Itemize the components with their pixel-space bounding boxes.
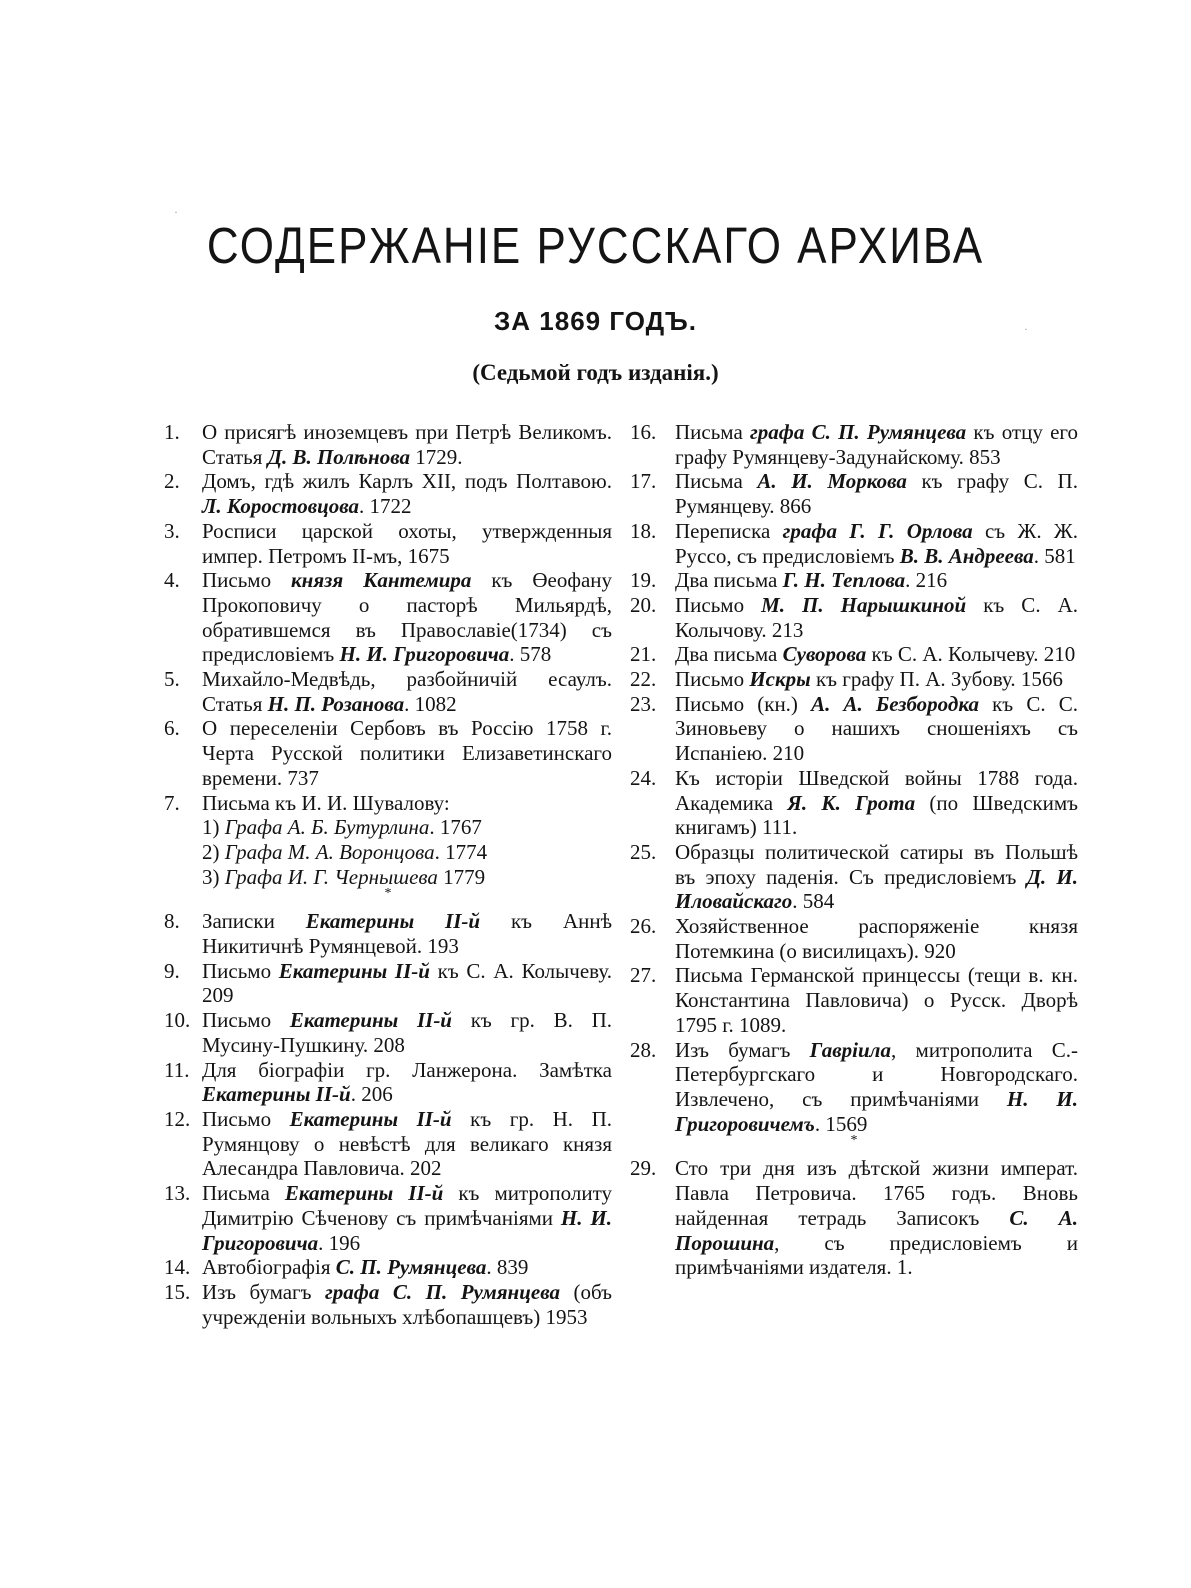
- entry-text: Сто три дня изъ дѣтской жизни императ. Павла Петровича. 1765 годъ. Вновь найденная тетрадь Записокъ С. А. Порошина, съ предисловіемъ и примѣчаніями издателя. 1.: [675, 1156, 1079, 1280]
- author-name: графа С. П. Румянцева: [325, 1279, 560, 1304]
- entry-number: 3.: [164, 518, 180, 543]
- author-name: Искры: [749, 667, 811, 692]
- entry-text: Письма Екатерины II-й къ митрополиту Димитрію Сѣченову съ примѣчаніями Н. И. Григоровича. 196: [202, 1181, 613, 1255]
- entry-text: Письмо Екатерины II-й къ С. А. Колычеву. 209: [202, 958, 612, 1008]
- entry-number: 26.: [630, 914, 657, 939]
- entry-number: 7.: [164, 790, 180, 815]
- entry-text: О присягѣ иноземцевъ при Петрѣ Великомъ. Статья Д. В. Полѣнова 1729.: [202, 420, 612, 469]
- author-name: графа С. П. Румянцева: [750, 420, 967, 444]
- toc-entry: [630, 519, 1078, 568]
- entry-number: 4.: [164, 568, 180, 593]
- entry-subitem: 2) Графа М. А. Воронцова. 1774: [202, 839, 488, 864]
- entry-text: Переписка графа Г. Г. Орлова съ Ж. Ж. Руссо, съ предисловіемъ В. В. Андреева. 581: [675, 518, 1079, 568]
- entry-number: 6.: [164, 716, 180, 741]
- author-name: Екатерины II-й: [289, 1008, 452, 1033]
- entry-number: 16.: [630, 420, 657, 444]
- entry-text: Къ исторіи Шведской войны 1788 года. Академика Я. К. Грота (по Шведскимъ книгамъ) 111.: [675, 765, 1078, 840]
- entry-text: Изъ бумагъ Гавріила, митрополита С.-Петербургскаго и Новгородскаго. Извлечено, съ примѣчаніями Н. И. Григоровичемъ. 1569: [675, 1037, 1078, 1136]
- toc-entry: [164, 1008, 612, 1057]
- author-name: Графа М. А. Воронцова: [224, 839, 435, 864]
- author-name: С. А. Порошина: [675, 1205, 1079, 1255]
- entry-number: 22.: [630, 667, 657, 692]
- author-name: М. П. Нарышкиной: [761, 592, 967, 617]
- entry-text: Письма къ И. И. Шувалову:: [202, 790, 450, 815]
- entry-text: Письмо Искры къ графу П. А. Зубову. 1566: [675, 667, 1063, 692]
- entry-text: Письма Германской принцессы (тещи в. кн. Константина Павловича) о Русск. Дворѣ 1795 г. 1089.: [675, 963, 1078, 1037]
- entry-number: 24.: [630, 765, 657, 790]
- author-name: Суворова: [782, 642, 867, 667]
- entry-number: 8.: [164, 909, 180, 934]
- author-name: Екатерины II-й: [305, 909, 481, 934]
- toc-entry: [164, 1107, 612, 1181]
- author-name: А. А. Безбородка: [811, 691, 979, 716]
- entry-text: Изъ бумагъ графа С. П. Румянцева (объ учрежденіи вольныхъ хлѣбопашцевъ) 1953: [202, 1279, 613, 1329]
- entry-number: 15.: [164, 1279, 191, 1304]
- toc-entry: [630, 766, 1078, 840]
- entry-number: 17.: [630, 469, 657, 494]
- toc-entry: [164, 1255, 612, 1280]
- toc-entry: [164, 568, 612, 667]
- toc-entry: [164, 791, 612, 890]
- entry-text: Письма графа С. П. Румянцева къ отцу его графу Румянцеву-Задунайскому. 853: [675, 420, 1078, 469]
- entry-text: Для біографіи гр. Ланжерона. Замѣтка Екатерины II-й. 206: [202, 1057, 612, 1107]
- page-title: СОДЕРЖАНІЕ РУССКАГО АРХИВА: [206, 218, 985, 275]
- entry-number: 23.: [630, 691, 657, 716]
- entry-text: Письма А. И. Моркова къ графу С. П. Румянцеву. 866: [675, 469, 1078, 519]
- toc-entry: [630, 1156, 1078, 1280]
- entry-text: Два письма Суворова къ С. А. Колычеву. 210: [675, 642, 1076, 667]
- toc-entry: [630, 914, 1078, 963]
- entry-number: 12.: [164, 1106, 191, 1131]
- toc-entry: [630, 1038, 1078, 1137]
- entry-text: Хозяйственное распоряженіе князя Потемкина (о висилицахъ). 920: [675, 914, 1078, 963]
- author-name: Екатерины II-й: [284, 1181, 444, 1206]
- toc-entry: [164, 420, 612, 469]
- author-name: Екатерины II-й: [278, 958, 430, 983]
- toc-entry: [630, 568, 1078, 593]
- entry-text: О переселеніи Сербовъ въ Россію 1758 г. Черта Русской политики Елизаветинскаго времени. 737: [202, 716, 612, 790]
- toc-entry: [164, 519, 612, 568]
- entry-number: 5.: [164, 667, 180, 692]
- toc-entry: [630, 840, 1078, 914]
- entry-text: Домъ, гдѣ жилъ Карлъ XII, подъ Полтавою. Л. Коростовцова. 1722: [202, 469, 612, 519]
- entry-text: Письмо князя Кантемира къ Өеофану Прокоповичу о пасторѣ Мильярдѣ, обратившемся въ Православіе(1734) съ предисловіемъ Н. И. Григоровича. 578: [202, 568, 613, 667]
- author-name: С. П. Румянцева: [335, 1255, 487, 1280]
- author-name: графа Г. Г. Орлова: [782, 518, 973, 543]
- toc-entry: [630, 642, 1078, 667]
- author-name: Екатерины II-й: [202, 1082, 351, 1107]
- author-name: Н. И. Григоровичемъ: [675, 1086, 1078, 1136]
- entry-text: Письмо Екатерины II-й къ гр. В. П. Мусину-Пушкину. 208: [202, 1008, 613, 1057]
- scan-speck: ·: [1024, 322, 1028, 336]
- entry-subitem: 1) Графа А. Б. Бутурлина. 1767: [202, 815, 482, 840]
- author-name: Екатерины II-й: [289, 1106, 452, 1131]
- entry-number: 28.: [630, 1037, 657, 1062]
- author-name: князя Кантемира: [291, 568, 472, 593]
- author-name: Гавріила: [809, 1037, 891, 1062]
- toc-entry: [164, 1058, 612, 1107]
- entry-text: Письмо Екатерины II-й къ гр. Н. П. Румянцову о невѣстѣ для великаго князя Алесандра Павловича. 202: [202, 1106, 612, 1181]
- toc-entry: [164, 469, 612, 518]
- toc-entry: [630, 469, 1078, 518]
- entry-number: 29.: [630, 1156, 657, 1181]
- entry-number: 21.: [630, 642, 657, 667]
- section-separator-asterisk: *: [850, 1133, 858, 1149]
- entry-number: 2.: [164, 469, 180, 494]
- entry-number: 11.: [164, 1057, 190, 1082]
- section-separator-asterisk: *: [384, 886, 392, 902]
- entry-text: Письмо (кн.) А. А. Безбородка къ С. С. Зиновьеву о нашихъ сношеніяхъ съ Испаніею. 210: [675, 691, 1078, 766]
- toc-entry: [630, 420, 1078, 469]
- toc-entry: [630, 692, 1078, 766]
- entry-number: 19.: [630, 568, 657, 593]
- toc-entry: [630, 593, 1078, 642]
- author-name: Д. И. Иловайскаго: [675, 864, 1078, 914]
- author-name: В. В. Андреева: [899, 543, 1034, 568]
- right-column: [630, 420, 1078, 1280]
- page-subtitle: ЗА 1869 ГОДЪ.: [494, 306, 697, 336]
- author-name: Графа А. Б. Бутурлина: [224, 815, 430, 840]
- entry-number: 10.: [164, 1008, 191, 1033]
- entry-text: Автобіографія С. П. Румянцева. 839: [202, 1255, 529, 1280]
- toc-entry: [164, 1181, 612, 1255]
- entry-text: Образцы политической сатиры въ Польшѣ въ эпоху паденія. Съ предисловіемъ Д. И. Иловайскаго. 584: [675, 839, 1078, 914]
- author-name: А. И. Моркова: [757, 469, 907, 494]
- entry-text: Письмо М. П. Нарышкиной къ С. А. Колычову. 213: [675, 592, 1078, 642]
- toc-entry: [164, 1280, 612, 1329]
- toc-entry: [164, 716, 612, 790]
- toc-entry: [630, 667, 1078, 692]
- author-name: Н. И. Григоровича: [339, 642, 510, 667]
- author-name: Д. В. Полѣнова: [267, 444, 410, 469]
- author-name: Графа И. Г. Чернышева: [224, 864, 438, 889]
- entry-number: 25.: [630, 839, 657, 864]
- entry-text: Два письма Г. Н. Теплова. 216: [675, 568, 948, 593]
- entry-subitem: 3) Графа И. Г. Чернышева 1779: [202, 864, 486, 889]
- edition-note: (Седьмой годъ изданія.): [472, 360, 719, 385]
- author-name: Н. П. Розанова: [267, 691, 405, 716]
- author-name: Н. И. Григоровича: [202, 1205, 613, 1255]
- entry-number: 9.: [164, 958, 180, 983]
- entry-number: 14.: [164, 1255, 191, 1280]
- toc-entry: [630, 963, 1078, 1037]
- entry-number: 18.: [630, 518, 657, 543]
- entry-text: Михайло-Медвѣдь, разбойничій есаулъ. Статья Н. П. Розанова. 1082: [202, 667, 612, 716]
- scan-speck: ·: [174, 205, 178, 219]
- toc-entry: [164, 667, 612, 716]
- toc-entry: [164, 959, 612, 1008]
- author-name: Л. Коростовцова: [202, 494, 360, 519]
- entry-number: 1.: [164, 420, 180, 444]
- entry-number: 27.: [630, 963, 657, 988]
- toc-entry: [164, 909, 612, 958]
- entry-text: Росписи царской охоты, утвержденныя импер. Петромъ II-мъ, 1675: [202, 518, 612, 568]
- left-column: [164, 420, 612, 1329]
- entry-number: 20.: [630, 592, 657, 617]
- author-name: Я. К. Грота: [787, 790, 916, 815]
- author-name: Г. Н. Теплова: [782, 568, 906, 593]
- entry-text: Записки Екатерины II-й къ Аннѣ Никитичнѣ Румянцевой. 193: [202, 909, 612, 959]
- entry-number: 13.: [164, 1181, 191, 1206]
